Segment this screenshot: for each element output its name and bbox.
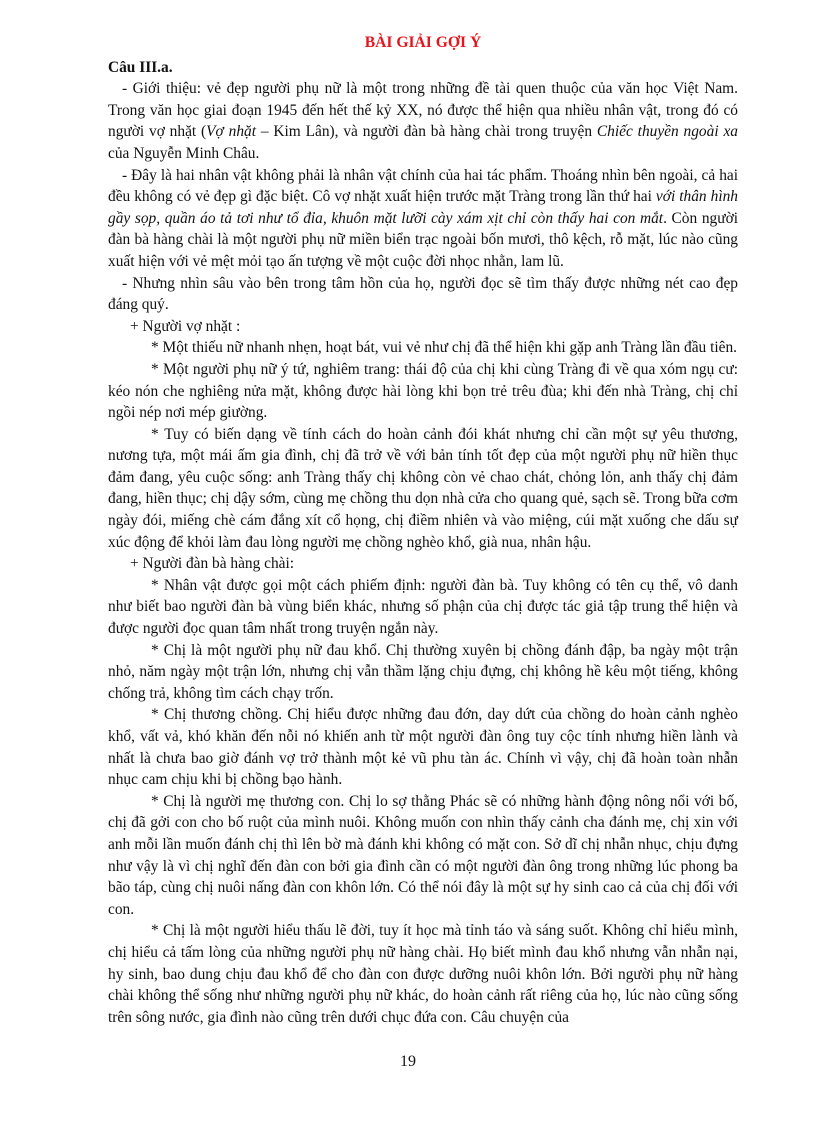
page-title: BÀI GIẢI GỢI Ý xyxy=(364,34,482,51)
italic-title: Vợ nhặt xyxy=(206,123,256,141)
bullet-vo-nhat-3: * Tuy có biến dạng về tính cách do hoàn cảnh đói khát nhưng chỉ cần một sự yêu thương, nương tựa, một mái ấm gia đình, chị đã trở về với bản tính tốt đẹp của một người phụ nữ hiền thục đảm đang, yêu cuộc sống: anh Tràng thấy chị không còn vẻ chao chát, chỏng lỏn, anh thấy chị đảm đang, hiền thục; chị dậy sớm, cùng mẹ chồng thu dọn nhà cửa cho quang quẻ, sạch sẽ. Trong bữa cơm ngày đói, miếng chè cám đắng xít cổ họng, chị điềm nhiên và vào miệng, cúi mặt xuống che dấu sự xúc động để khỏi làm đau lòng người mẹ chồng nghèo khổ, già nua, nhân hậu. xyxy=(108,425,738,551)
bullet-hang-chai-2: * Chị là một người phụ nữ đau khổ. Chị thường xuyên bị chồng đánh đập, ba ngày một trận nhỏ, năm ngày một trận lớn, nhưng chị vẫn thầm lặng chịu đựng, chị không hề kêu một tiếng, không chống trả, không tìm cách chạy trốn. xyxy=(108,641,738,702)
bullet-hang-chai-3: * Chị thương chồng. Chị hiểu được những đau đớn, day dứt của chồng do hoàn cảnh nghèo khổ, vất vả, khó khăn đến nỗi nó khiến anh từ một người đàn ông tuy cộc tính nhưng hiền lành và nhất là chưa bao giờ đánh vợ trở thành một kẻ vũ phu tàn ác. Chính vì vậy, chị đã hoàn toàn nhẫn nhục cam chịu khi bị chồng bạo hành. xyxy=(108,706,738,789)
subheading-dan-ba-hang-chai: + Người đàn bà hàng chài: xyxy=(130,555,295,573)
paragraph-intro xyxy=(108,78,738,164)
text-run: – Kim Lân), và người đàn bà hàng chài trong truyện xyxy=(255,123,597,141)
text-run: của Nguyễn Minh Châu. xyxy=(108,144,260,162)
bullet-hang-chai-1: * Nhân vật được gọi một cách phiếm định: người đàn bà. Tuy không có tên cụ thể, vô danh như biết bao người đàn bà vùng biển khác, nhưng số phận của chị được tác giả tập trung thể hiện và được người đọc quan tâm nhất trong truyện ngắn này. xyxy=(108,576,738,638)
bullet-vo-nhat-1: * Một thiếu nữ nhanh nhẹn, hoạt bát, vui vẻ như chị đã thể hiện khi gặp anh Tràng lần đầu tiên. xyxy=(151,339,738,357)
text-run: . Còn người đàn bà hàng chài là một người phụ nữ miền biển trạc ngoài bốn mươi, thô kệch, rỗ mặt, lúc nào cũng xuất hiện với vẻ mệt mỏi tạo ấn tượng về một cuộc đời nhọc nhằn, lam lũ. xyxy=(108,209,738,270)
bullet-hang-chai-4: * Chị là người mẹ thương con. Chị lo sợ thằng Phác sẽ có những hành động nông nổi với bố, chị đã gởi con cho bố ruột của mình nuôi. Không muốn con nhìn thấy cảnh cha đánh mẹ, chị xin với anh mỗi lần muốn đánh chị thì lên bờ mà đánh khi không có mặt con. Sở dĩ chị nhẫn nhục, chịu đựng như vậy là vì chị nghĩ đến đàn con bởi gia đình cần có một người đàn ông trong những lúc phong ba bão táp, cùng chị nuôi nấng đàn con khôn lớn. Có thể nói đây là một sự hy sinh cao cả của chị đối với con. xyxy=(108,792,738,918)
section-heading: Câu III.a. xyxy=(108,58,173,76)
paragraph-inner-beauty: - Nhưng nhìn sâu vào bên trong tâm hồn của họ, người đọc sẽ tìm thấy được những nét cao đẹp đáng quý. xyxy=(108,274,738,314)
text-run: - Giới thiệu: vẻ đẹp người phụ nữ là một trong những đề tài quen thuộc của văn học Việt Nam. Trong văn học giai đoạn 1945 đến hết thế kỷ XX, nó được thể hiện qua nhiều nhân vật, trong đó có người vợ nhặt ( xyxy=(108,80,738,141)
italic-quote: với thân hình gầy sọp, quần áo tả tơi như tổ đỉa, khuôn mặt lưỡi cày xám xịt chỉ còn thấy hai con mắt xyxy=(108,188,738,227)
document-page xyxy=(108,32,738,1028)
text-run: - Đây là hai nhân vật không phải là nhân vật chính của hai tác phẩm. Thoáng nhìn bên ngoài, cả hai đều không có vẻ đẹp gì đặc biệt. Cô vợ nhặt xuất hiện trước mặt Tràng trong lần thứ hai xyxy=(108,166,738,206)
bullet-hang-chai-5: * Chị là một người hiểu thấu lẽ đời, tuy ít học mà tỉnh táo và sáng suốt. Không chỉ hiểu mình, chị hiểu cả tấm lòng của những người phụ nữ hàng chài. Họ biết mình đau khổ nhưng vẫn nhẫn nại, hy sinh, bao dung chịu đau khổ để cho đàn con được dưỡng nuôi khôn lớn. Bởi người phụ nữ hàng chài không thể sống như những người phụ nữ khác, do hoàn cảnh rất riêng của họ, lúc nào cũng sống trên sông nước, gia đình nào cũng trên dưới chục đứa con. Câu chuyện của xyxy=(108,922,738,1026)
subheading-vo-nhat: + Người vợ nhặt : xyxy=(130,317,241,335)
bullet-vo-nhat-2: * Một người phụ nữ ý tứ, nghiêm trang: thái độ của chị khi cùng Tràng đi về qua xóm ngụ cư: kéo nón che nghiêng nửa mặt, không được hài lòng khi bọn trẻ trêu đùa; khi đến nhà Tràng, chị chỉ ngồi nép nơi mép giường. xyxy=(108,360,738,422)
paragraph-appearance xyxy=(108,165,738,273)
page-number: 19 xyxy=(400,1053,416,1070)
italic-title: Chiếc thuyền ngoài xa xyxy=(596,123,738,141)
